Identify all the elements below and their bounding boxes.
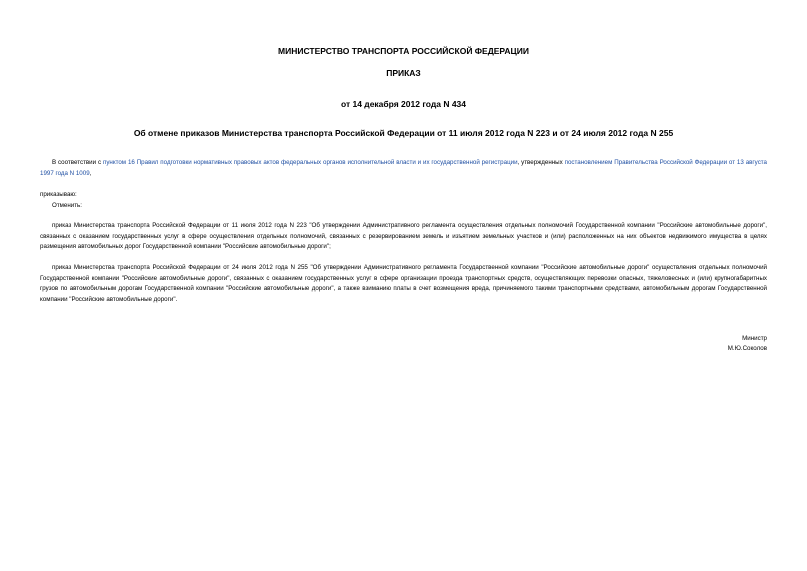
basis-paragraph <box>40 158 767 179</box>
cancelled-order-item-1: приказ Министерства транспорта Российской Федерации от 11 июля 2012 года N 223 "Об утверждении Административного регламента осуществления отдельных полномочий Государственной компании "Российские автомобильные дороги", связанных с оказанием государственных услуг в сфере осуществления отдельных полномочий, связанных с резервированием земель и изъятием земельных участков и (или) расположенных на них объектов недвижимого имущества в целях размещения автомобильных дорог Государственной компании "Российские автомобильные дороги"; <box>40 222 767 250</box>
clause-16-link[interactable]: пунктом 16 <box>102 159 135 166</box>
rules-link[interactable]: Правил подготовки нормативных правовых актов федеральных органов исполнительной власти и их государственной регистрации <box>136 159 518 166</box>
government-decree-link[interactable]: постановлением Правительства Российской Федерации от 13 августа 1997 года N 1009 <box>40 159 767 177</box>
order-word: приказываю: <box>40 191 77 198</box>
cancelled-order-item-2: приказ Министерства транспорта Российской Федерации от 24 июля 2012 года N 255 "Об утверждении Административного регламента Государственной компании "Российские автомобильные дороги" осуществления отдельных полномочий Государственной компании "Российские автомобильные дороги", связанных с оказанием государственных услуг в сфере организации проезда транспортных средств, осуществляющих перевозки опасных, тяжеловесных и (или) крупногабаритных грузов по автомобильным дорогам Государственной компании "Российские автомобильные дороги", а также взиманию платы в счет возмещения вреда, причиняемого такими транспортными средствами, автомобильным дорогам Государственной компании "Российские автомобильные дороги". <box>40 264 767 303</box>
document-date-number: от 14 декабря 2012 года N 434 <box>340 99 467 109</box>
cancel-word: Отменить: <box>52 202 82 209</box>
basis-prefix: В соответствии с <box>52 159 103 166</box>
signature-name: М.Ю.Соколов <box>727 345 767 352</box>
basis-middle: , утвержденных <box>517 159 565 166</box>
ministry-title: МИНИСТЕРСТВО ТРАНСПОРТА РОССИЙСКОЙ ФЕДЕРАЦИИ <box>278 46 529 56</box>
document-type: ПРИКАЗ <box>386 68 421 78</box>
document-subject: Об отмене приказов Министерства транспорта Российской Федерации от 11 июля 2012 года N 223 и от 24 июля 2012 года N 255 <box>133 128 674 138</box>
signature-title: Министр <box>742 335 767 342</box>
basis-suffix: , <box>89 169 92 177</box>
